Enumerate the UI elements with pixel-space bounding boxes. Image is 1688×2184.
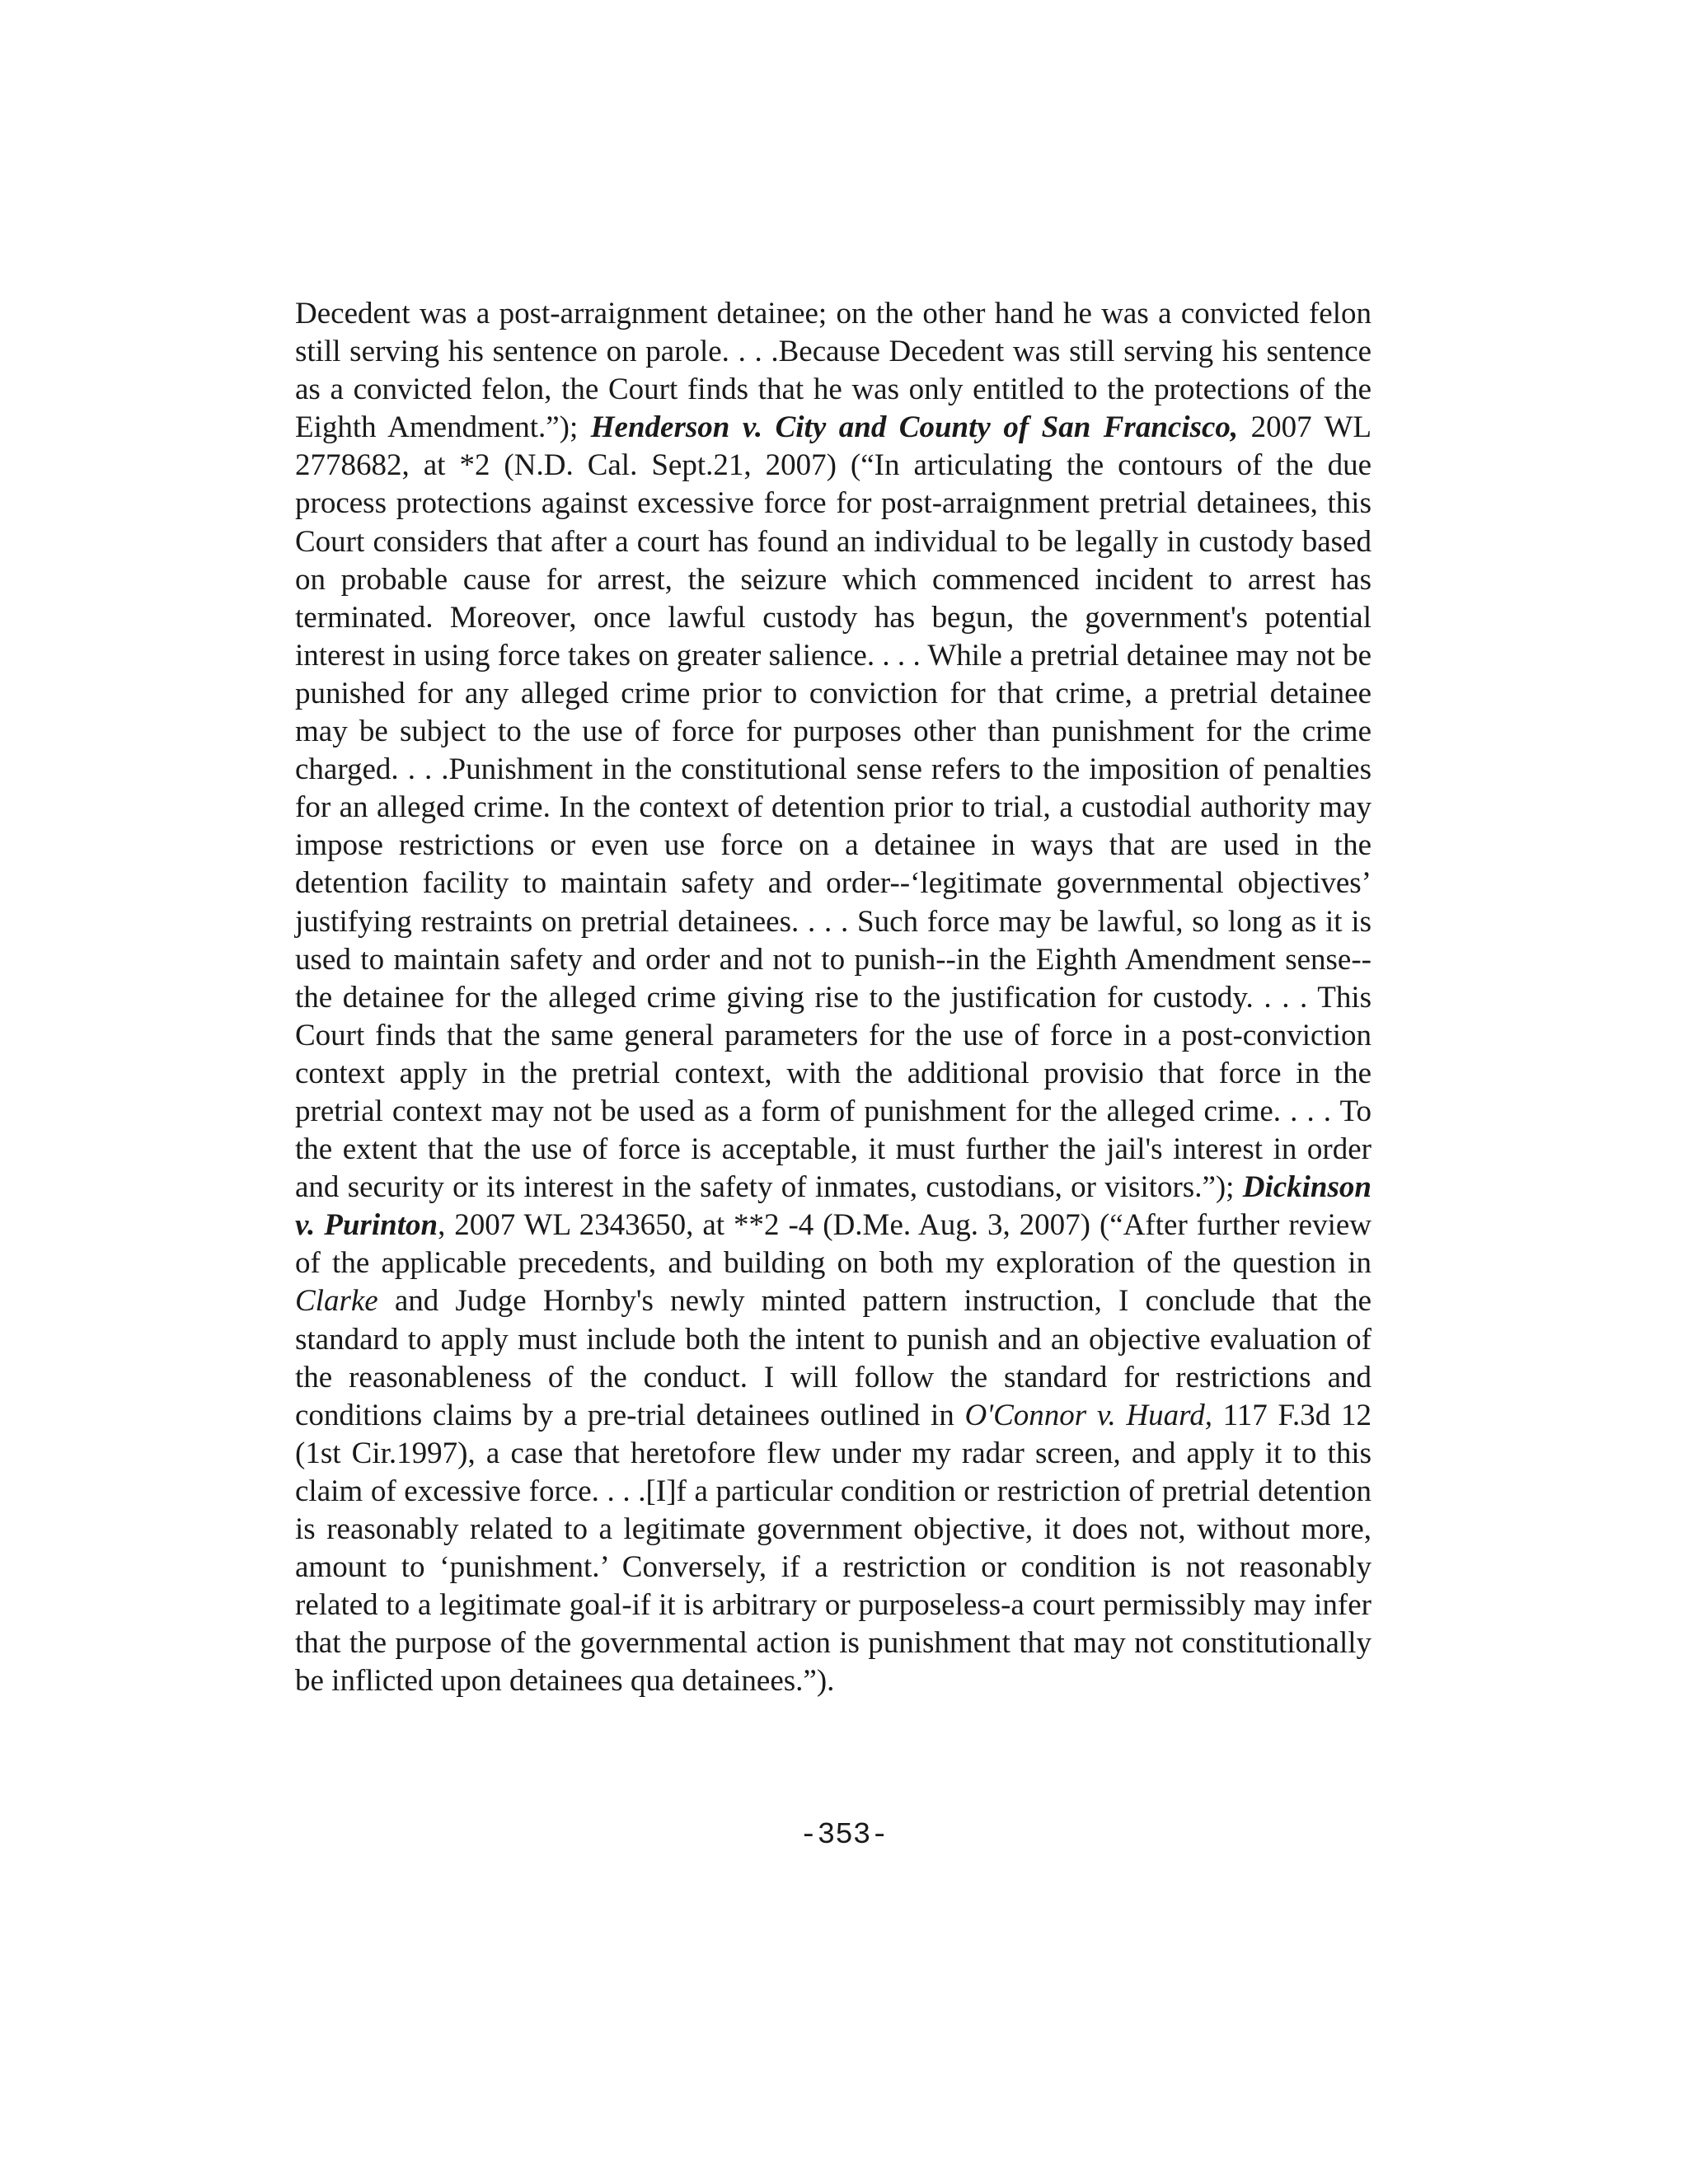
text-run: and Judge Hornby's newly minted pattern instruction, I conclude that the standard to apply must include both the intent to punish and an objective evaluation of the reasonableness of the conduct. I will follow the standard for restrictions and conditions claims by a pre-trial detainees outlined in — [295, 1284, 1372, 1432]
text-run: 117 F.3d 12 (1st Cir.1997), a case that heretofore flew under my radar screen, and apply it to this claim of excessive force. . . .[I]f a particular condition or restriction of pretrial detention is reasonably related to a legitimate government objective, it does not, without more, amount to ‘punishment.’ Conversely, if a restriction or condition is not reasonably related to a legitimate goal-if it is arbitrary or purposeless-a court permissibly may infer that the purpose of the governmental action is punishment that may not constitutionally be inflicted upon detainees qua detainees.”). — [295, 1398, 1372, 1699]
case-reference-oconnor: O'Connor v. Huard, — [964, 1398, 1212, 1432]
case-citation-dickinson: Dickinson v. Purinton — [295, 1170, 1372, 1243]
case-citation-henderson: Henderson v. City and County of San Francisco, — [590, 410, 1239, 445]
text-run: , 2007 WL 2343650, at **2 -4 (D.Me. Aug. 3, 2007) (“After further review of the applicable precedents, and building on both my exploration of the question in — [295, 1208, 1372, 1281]
page-number: -353- — [799, 1818, 889, 1852]
text-run: Decedent was a post-arraignment detainee; on the other hand he was a convicted felon still serving his sentence on parole. . . .Because Decedent was still serving his sentence as a convicted felon, the Court finds that he was only entitled to the protections of the Eighth Amendment.”); — [295, 297, 1372, 445]
body-paragraph — [295, 295, 1372, 1700]
case-reference-clarke: Clarke — [295, 1284, 378, 1319]
text-run: 2007 WL 2778682, at *2 (N.D. Cal. Sept.21, 2007) (“In articulating the contours of the due process protections against excessive force for post-arraignment pretrial detainees, this Court considers that after a court has found an individual to be legally in custody based on probable cause for arrest, the seizure which commenced incident to arrest has terminated. Moreover, once lawful custody has begun, the government's potential interest in using force takes on greater salience. . . . While a pretrial detainee may not be punished for any alleged crime prior to conviction for that crime, a pretrial detainee may be subject to the use of force for purposes other than punishment for the crime charged. . . .Punishment in the constitutional sense refers to the imposition of penalties for an alleged crime. In the context of detention prior to trial, a custodial authority may impose restrictions or even use force on a detainee in ways that are used in the detention facility to maintain safety and order--‘legitimate governmental objectives’ justifying restraints on pretrial detainees. . . . Such force may be lawful, so long as it is used to maintain safety and order and not to punish--in the Eighth Amendment sense--the detainee for the alleged crime giving rise to the justification for custody. . . . This Court finds that the same general parameters for the use of force in a post-conviction context apply in the pretrial context, with the additional provisio that force in the pretrial context may not be used as a form of punishment for the alleged crime. . . . To the extent that the use of force is acceptable, it must further the jail's interest in order and security or its interest in the safety of inmates, custodians, or visitors.”); — [295, 410, 1372, 1205]
